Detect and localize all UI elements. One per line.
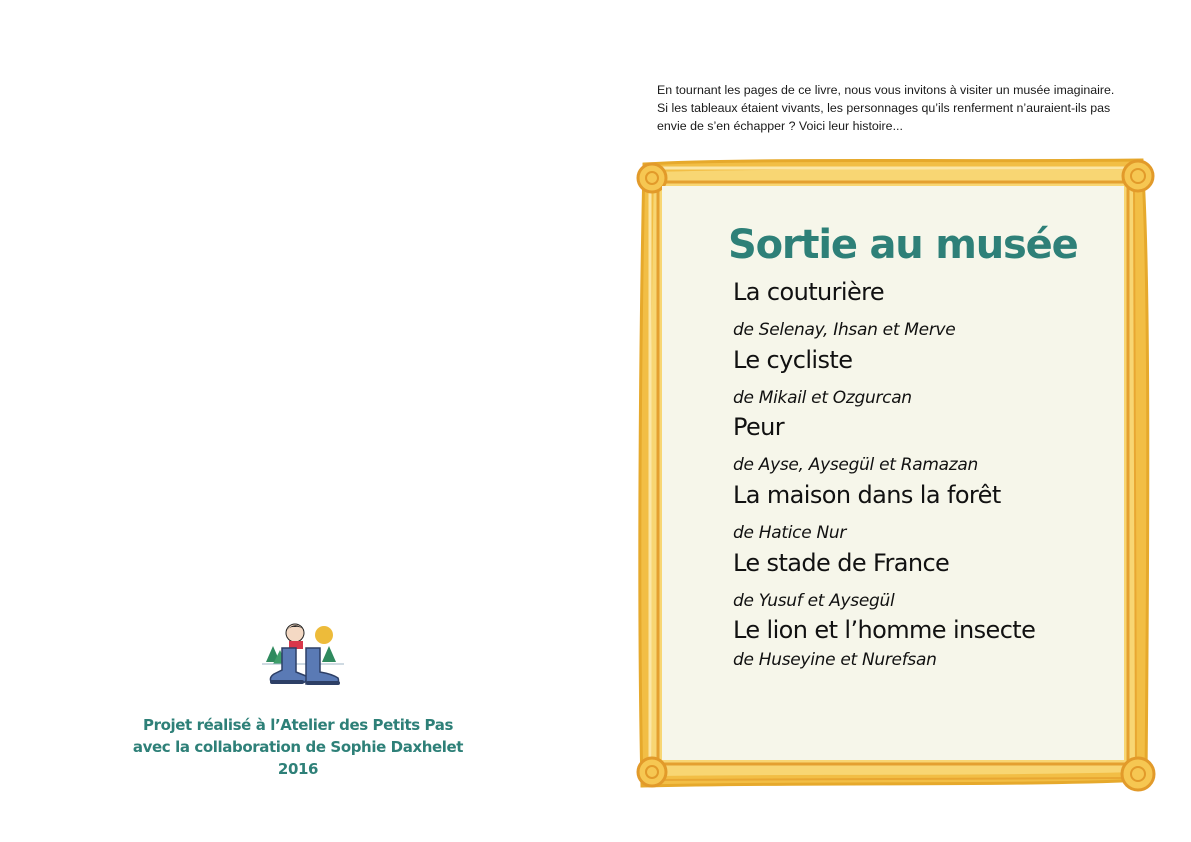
- credits: [98, 714, 498, 780]
- work-title: La couturière: [733, 278, 885, 306]
- work-authors: de Yusuf et Aysegül: [733, 591, 895, 611]
- work-authors: de Selenay, Ihsan et Merve: [733, 320, 956, 340]
- intro-line: envie de s’en échapper ? Voici leur histoire...: [657, 119, 903, 133]
- book-title: Sortie au musée: [728, 222, 1078, 268]
- work-authors: de Huseyine et Nurefsan: [733, 650, 937, 670]
- work-title: Le stade de France: [733, 549, 950, 577]
- credits-line: avec la collaboration de Sophie Daxhelet: [132, 738, 464, 756]
- intro-line: En tournant les pages de ce livre, nous vous invitons à visiter un musée imaginaire.: [657, 83, 1115, 97]
- atelier-logo-icon: [262, 620, 352, 690]
- work-authors: de Ayse, Aysegül et Ramazan: [733, 455, 978, 475]
- work-authors: de Hatice Nur: [733, 523, 847, 543]
- credits-year: 2016: [277, 760, 319, 778]
- work-title: Peur: [733, 413, 785, 441]
- intro-text: [657, 81, 1157, 135]
- intro-line: Si les tableaux étaient vivants, les personnages qu’ils renferment n’auraient-ils pas: [657, 101, 1111, 115]
- work-authors: de Mikail et Ozgurcan: [733, 388, 912, 408]
- work-title: Le cycliste: [733, 346, 853, 374]
- work-title: Le lion et l’homme insecte: [733, 616, 1036, 644]
- credits-line: Projet réalisé à l’Atelier des Petits Pas: [142, 716, 454, 734]
- work-title: La maison dans la forêt: [733, 481, 1001, 509]
